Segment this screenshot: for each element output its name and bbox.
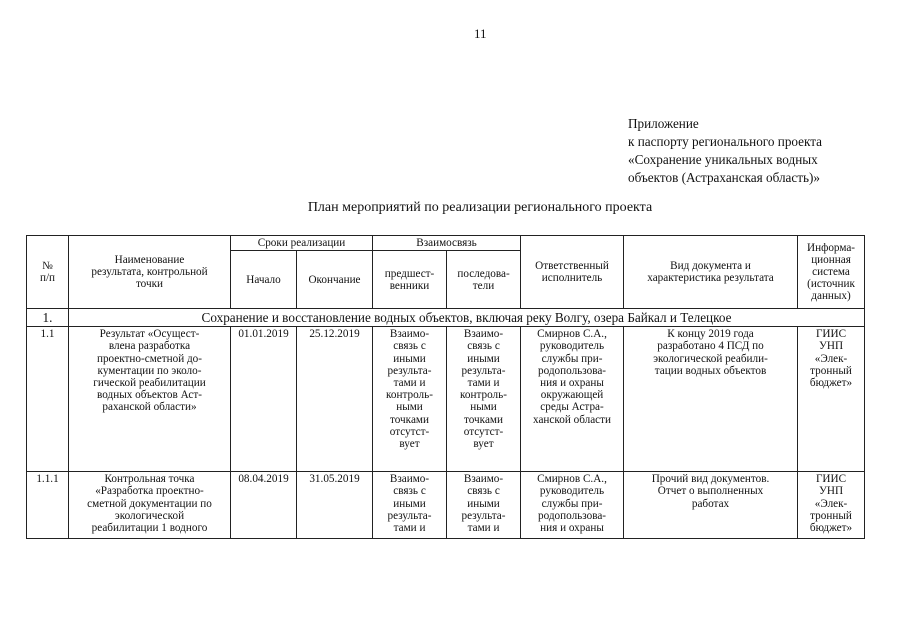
row-document xyxy=(624,472,798,539)
table-row xyxy=(27,472,865,539)
cell-line: контроль- xyxy=(460,389,507,402)
header-text: п/п xyxy=(39,272,56,285)
cell-line: иными xyxy=(393,352,426,365)
cell-line: руководитель xyxy=(539,485,605,498)
cell-line: иными xyxy=(467,352,500,365)
header-text: венники xyxy=(389,279,430,292)
cell-line: ния и охраны xyxy=(540,522,604,535)
cell-line: работах xyxy=(691,497,730,510)
cell-line: тами и xyxy=(393,522,426,535)
cell-line: «Элек- xyxy=(814,352,848,365)
header-text: (источник xyxy=(807,278,855,291)
cell-line: тами и xyxy=(393,377,426,390)
header-relation: Взаимосвязь xyxy=(373,236,521,251)
header-text: исполнитель xyxy=(541,272,603,285)
cell-line: гической реабилитации xyxy=(93,377,206,390)
cell-line: связь с xyxy=(393,340,426,353)
cell-line: Контрольная точка xyxy=(104,473,195,486)
row-predecessors xyxy=(373,327,447,472)
appendix-line: «Сохранение уникальных водных xyxy=(628,152,818,167)
cell-line: Смирнов С.А., xyxy=(537,328,607,341)
cell-line: связь с xyxy=(467,485,500,498)
row-number: 1.1.1 xyxy=(27,472,69,539)
row-end-date: 31.05.2019 xyxy=(297,472,373,539)
section-row xyxy=(27,309,865,327)
header-text: данных) xyxy=(811,290,851,303)
cell-line: бюджет» xyxy=(809,522,853,535)
cell-line: Взаимо- xyxy=(389,473,430,486)
header-name xyxy=(69,236,231,309)
cell-line: раханской области» xyxy=(102,401,197,414)
cell-line: Результат «Осущест- xyxy=(99,328,200,341)
cell-line: связь с xyxy=(393,485,426,498)
header-predecessors xyxy=(373,251,447,309)
cell-line: ГИИС xyxy=(815,473,847,486)
cell-line: Взаимо- xyxy=(463,328,504,341)
section-title: Сохранение и восстановление водных объектов, включая реку Волгу, озера Байкал и Телецкое xyxy=(69,309,865,327)
row-name xyxy=(69,472,231,539)
cell-line: водных объектов Аст- xyxy=(97,389,202,402)
row-number: 1.1 xyxy=(27,327,69,472)
header-terms: Сроки реализации xyxy=(231,236,373,251)
cell-line: тронный xyxy=(810,509,852,522)
cell-line: тами и xyxy=(467,377,500,390)
row-name xyxy=(69,327,231,472)
cell-line: экологической реабили- xyxy=(653,352,768,365)
header-successors xyxy=(447,251,521,309)
cell-line: Прочий вид документов. xyxy=(651,473,770,486)
header-text: Наименование xyxy=(114,253,185,266)
cell-line: руководитель xyxy=(539,340,605,353)
cell-line: ния и охраны xyxy=(540,377,604,390)
cell-line: Отчет о выполненных xyxy=(657,485,764,498)
page-number: 11 xyxy=(474,26,487,41)
appendix-line: объектов (Астраханская область)» xyxy=(628,170,821,185)
cell-line: ными xyxy=(396,401,423,414)
cell-line: кументации по эколо- xyxy=(97,364,202,377)
cell-line: УНП xyxy=(818,485,844,498)
cell-line: точками xyxy=(464,413,503,426)
cell-line: Взаимо- xyxy=(389,328,430,341)
header-text: тели xyxy=(472,279,495,292)
cell-line: тронный xyxy=(810,364,852,377)
cell-line: отсутст- xyxy=(389,425,430,438)
table-row xyxy=(27,327,865,472)
cell-line: ханской области xyxy=(533,413,612,426)
cell-line: разработано 4 ПСД по xyxy=(657,340,764,353)
row-start-date: 08.04.2019 xyxy=(231,472,297,539)
row-end-date: 25.12.2019 xyxy=(297,327,373,472)
cell-line: родопользова- xyxy=(537,364,607,377)
cell-line: тами и xyxy=(467,522,500,535)
cell-line: реабилитации 1 водного xyxy=(91,522,208,535)
cell-line: «Разработка проектно- xyxy=(95,485,204,498)
cell-line: службы при- xyxy=(541,352,603,365)
cell-line: вует xyxy=(399,438,420,451)
header-text: Вид документа и xyxy=(670,259,751,272)
row-document xyxy=(624,327,798,472)
header-info xyxy=(798,236,865,309)
document-title: План мероприятий по реализации регионального проекта xyxy=(307,200,653,215)
header-responsible xyxy=(521,236,624,309)
cell-line: сметной документации по xyxy=(87,497,212,510)
section-number: 1. xyxy=(27,309,69,327)
cell-line: контроль- xyxy=(386,389,433,402)
cell-line: точками xyxy=(390,413,429,426)
cell-line: связь с xyxy=(467,340,500,353)
header-num xyxy=(27,236,69,309)
cell-line: экологической xyxy=(114,509,185,522)
cell-line: проектно-сметной до- xyxy=(96,352,203,365)
cell-line: «Элек- xyxy=(814,497,848,510)
row-info-system xyxy=(798,327,865,472)
row-responsible xyxy=(521,327,624,472)
header-text: Ответственный xyxy=(535,259,609,272)
plan-table xyxy=(26,235,865,539)
header-text: ционная xyxy=(811,253,851,266)
row-successors xyxy=(447,472,521,539)
header-text: последова- xyxy=(457,267,510,280)
header-end: Окончание xyxy=(297,251,373,309)
appendix-line: к паспорту регионального проекта xyxy=(628,134,823,149)
row-responsible xyxy=(521,472,624,539)
header-text: предшест- xyxy=(384,267,435,280)
row-info-system xyxy=(798,472,865,539)
header-text: результата, контрольной xyxy=(91,266,208,278)
cell-line: родопользова- xyxy=(537,509,607,522)
header-row xyxy=(27,236,865,251)
header-text: система xyxy=(812,266,850,278)
row-predecessors xyxy=(373,472,447,539)
cell-line: УНП xyxy=(818,340,844,353)
cell-line: результа- xyxy=(387,364,432,377)
cell-line: ГИИС xyxy=(815,328,847,341)
cell-line: среды Астра- xyxy=(540,401,604,414)
cell-line: ными xyxy=(470,401,497,414)
header-text: характеристика результата xyxy=(647,272,774,285)
header-text: Информа- xyxy=(807,241,856,254)
cell-line: Взаимо- xyxy=(463,473,504,486)
cell-line: Смирнов С.А., xyxy=(537,473,607,486)
cell-line: К концу 2019 года xyxy=(667,328,754,341)
cell-line: вует xyxy=(473,438,494,451)
cell-line: тации водных объектов xyxy=(654,364,767,377)
cell-line: результа- xyxy=(461,364,506,377)
cell-line: влена разработка xyxy=(108,340,191,353)
header-text: № xyxy=(42,259,53,272)
cell-line: отсутст- xyxy=(463,425,504,438)
header-doc xyxy=(624,236,798,309)
cell-line: результа- xyxy=(461,509,506,522)
header-start: Начало xyxy=(231,251,297,309)
row-successors xyxy=(447,327,521,472)
cell-line: окружающей xyxy=(540,389,604,402)
cell-line: службы при- xyxy=(541,497,603,510)
appendix-caption xyxy=(628,115,898,187)
cell-line: иными xyxy=(393,497,426,510)
cell-line: результа- xyxy=(387,509,432,522)
row-start-date: 01.01.2019 xyxy=(231,327,297,472)
header-text: точки xyxy=(135,278,164,291)
cell-line: иными xyxy=(467,497,500,510)
appendix-line: Приложение xyxy=(628,116,699,131)
cell-line: бюджет» xyxy=(809,377,853,390)
